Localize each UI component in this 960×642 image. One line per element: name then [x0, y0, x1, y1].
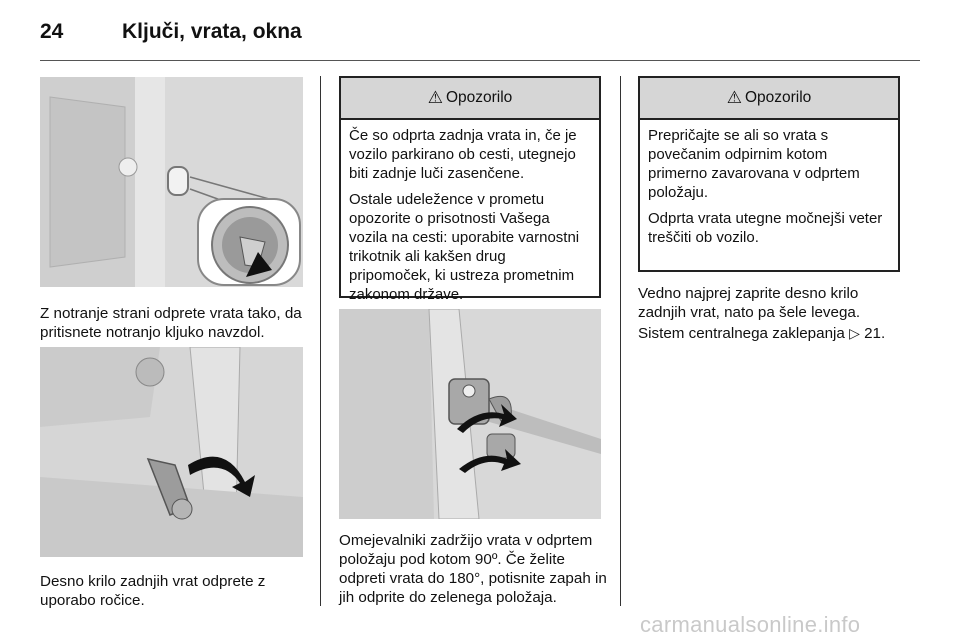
- warning-triangle-icon: ⚠: [726, 88, 742, 107]
- paragraph-central-locking-ref: [638, 324, 918, 343]
- warning-header: [341, 78, 599, 120]
- page-title: Ključi, vrata, okna: [122, 20, 302, 43]
- page-header: [40, 14, 920, 54]
- warning-text: Ostale udeležence v prometu opozorite o prisotnosti Vašega vozila na cesti: uporabite varnostni trikotnik ali kakšen drug pripomoček, ki ustreza prometnim zakonom države.: [349, 191, 580, 303]
- cross-reference-page: 21.: [864, 325, 886, 342]
- illustration-inner-door-handle: [40, 77, 303, 287]
- caption-rear-door-lever: Desno krilo zadnjih vrat odprete z uporabo ročice.: [40, 573, 266, 609]
- warning-box-rear-lights: [339, 76, 601, 303]
- page-number: 24: [40, 20, 64, 43]
- illustration-rear-door-lever: [40, 347, 303, 557]
- warning-text: Odprta vrata utegne močnejši veter treščiti ob vozilo.: [648, 210, 883, 246]
- warning-box-door-angle: [638, 76, 900, 272]
- warning-title: Opozorilo: [744, 89, 812, 106]
- watermark: carmanualsonline.info: [640, 612, 861, 637]
- illustration-door-check-strap: [339, 309, 601, 519]
- paragraph-closing-order: Vedno najprej zaprite desno krilo zadnjih vrat, nato pa šele levega.: [638, 285, 861, 321]
- warning-text: Če so odprta zadnja vrata in, če je vozilo parkirano ob cesti, utegnejo biti zadnje luči zasenčene.: [349, 127, 577, 182]
- header-rule: [40, 60, 920, 61]
- column-separator: [320, 76, 321, 606]
- central-locking-text: Sistem centralnega zaklepanja: [638, 325, 845, 342]
- caption-open-door-inside: Z notranje strani odprete vrata tako, da pritisnete notranjo kljuko navzdol.: [40, 305, 302, 341]
- caption-door-check-strap: Omejevalniki zadržijo vrata v odprtem položaju pod kotom 90º. Če želite odpreti vrata do 180°, potisnite zapah in jih odprite do zelenega položaja.: [339, 532, 607, 606]
- column-separator: [620, 76, 621, 606]
- warning-text: Prepričajte se ali so vrata s povečanim odpirnim kotom primerno zavarovana v odprtem položaju.: [648, 127, 860, 201]
- cross-reference-icon: ▷: [849, 325, 860, 341]
- warning-title: Opozorilo: [445, 89, 513, 106]
- warning-header: [640, 78, 898, 120]
- warning-triangle-icon: ⚠: [427, 88, 443, 107]
